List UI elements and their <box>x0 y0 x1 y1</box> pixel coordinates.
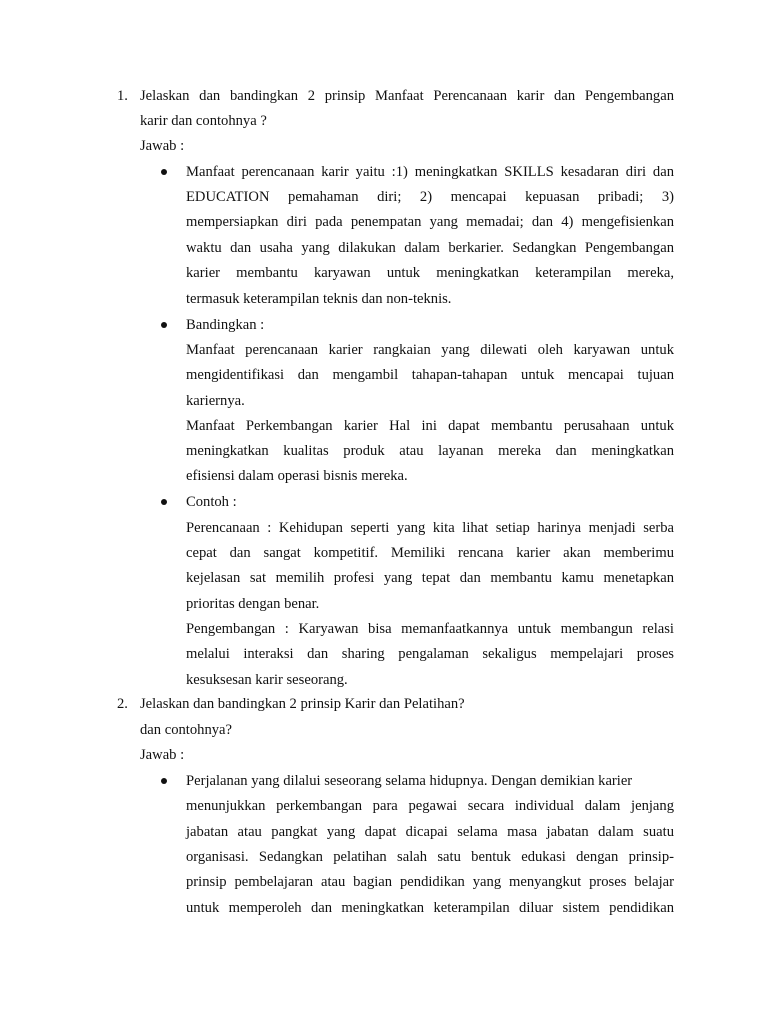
q1-answer-label: Jawab : <box>140 138 185 154</box>
bullet-icon <box>161 322 167 328</box>
q1-bullet1-line: waktu dan usaha yang dilakukan dalam berkarier. Sedangkan Pengembangan <box>186 240 674 256</box>
q1-bullet3-line: prioritas dengan benar. <box>186 596 320 612</box>
q2-question-line: dan contohnya? <box>140 722 232 738</box>
q1-bullet2-line: Manfaat perencanaan karier rangkaian yang dilewati oleh karyawan untuk <box>186 342 674 358</box>
q1-bullet1-line: mempersiapkan diri pada penempatan yang memadai; dan 4) mengefisienkan <box>186 214 674 230</box>
q1-bullet1-line: karier membantu karyawan untuk meningkatkan keterampilan mereka, <box>186 265 674 281</box>
q2-bullet1-line: menunjukkan perkembangan para pegawai secara individual dalam jenjang <box>186 798 674 814</box>
q2-bullet1-line: prinsip pembelajaran atau bagian pendidikan yang menyangkut proses belajar <box>186 874 674 890</box>
q1-bullet3-line: kesuksesan karir seseorang. <box>186 672 348 688</box>
q1-bullet2-heading: Bandingkan : <box>186 317 265 333</box>
q2-number: 2. <box>117 696 128 712</box>
q1-bullet2-line: meningkatkan kualitas produk atau layanan mereka dan meningkatkan <box>186 443 674 459</box>
q1-bullet3-line: Perencanaan : Kehidupan seperti yang kita lihat setiap harinya menjadi serba <box>186 520 674 536</box>
q1-bullet2-line: kariernya. <box>186 393 245 409</box>
q1-number: 1. <box>117 88 128 104</box>
bullet-icon <box>161 778 167 784</box>
q1-question-line: karir dan contohnya ? <box>140 113 267 129</box>
q1-bullet3-line: kejelasan sat memilih profesi yang tepat dan membantu kamu menetapkan <box>186 570 674 586</box>
q1-bullet1-line: Manfaat perencanaan karir yaitu :1) meningkatkan SKILLS kesadaran diri dan <box>186 164 674 180</box>
q2-bullet1-line: untuk memperoleh dan meningkatkan keterampilan diluar sistem pendidikan <box>186 900 674 916</box>
q1-question-line: Jelaskan dan bandingkan 2 prinsip Manfaat Perencanaan karir dan Pengembangan <box>140 88 674 104</box>
q2-bullet1-line: Perjalanan yang dilalui seseorang selama hidupnya. Dengan demikian karier <box>186 773 633 789</box>
q2-answer-label: Jawab : <box>140 747 185 763</box>
q1-bullet2-line: mengidentifikasi dan mengambil tahapan-tahapan untuk mencapai tujuan <box>186 367 674 383</box>
q1-bullet2-line: Manfaat Perkembangan karier Hal ini dapat membantu perusahaan untuk <box>186 418 674 434</box>
q2-bullet1-line: jabatan atau pangkat yang dapat dicapai selama masa jabatan dalam suatu <box>186 824 674 840</box>
q1-bullet2-line: efisiensi dalam operasi bisnis mereka. <box>186 468 408 484</box>
q1-bullet1-line: termasuk keterampilan teknis dan non-teknis. <box>186 291 452 307</box>
q2-question-line: Jelaskan dan bandingkan 2 prinsip Karir dan Pelatihan? <box>140 696 465 712</box>
bullet-icon <box>161 499 167 505</box>
bullet-icon <box>161 169 167 175</box>
q1-bullet3-line: Pengembangan : Karyawan bisa memanfaatkannya untuk membangun relasi <box>186 621 674 637</box>
q1-bullet3-line: cepat dan sangat kompetitif. Memiliki rencana karier akan memberimu <box>186 545 674 561</box>
q2-bullet1-line: organisasi. Sedangkan pelatihan salah satu bentuk edukasi dengan prinsip- <box>186 849 674 865</box>
q1-bullet1-line: EDUCATION pemahaman diri; 2) mencapai kepuasan pribadi; 3) <box>186 189 674 205</box>
q1-bullet3-line: melalui interaksi dan sharing pengalaman sekaligus mempelajari proses <box>186 646 674 662</box>
q1-bullet3-heading: Contoh : <box>186 494 237 510</box>
